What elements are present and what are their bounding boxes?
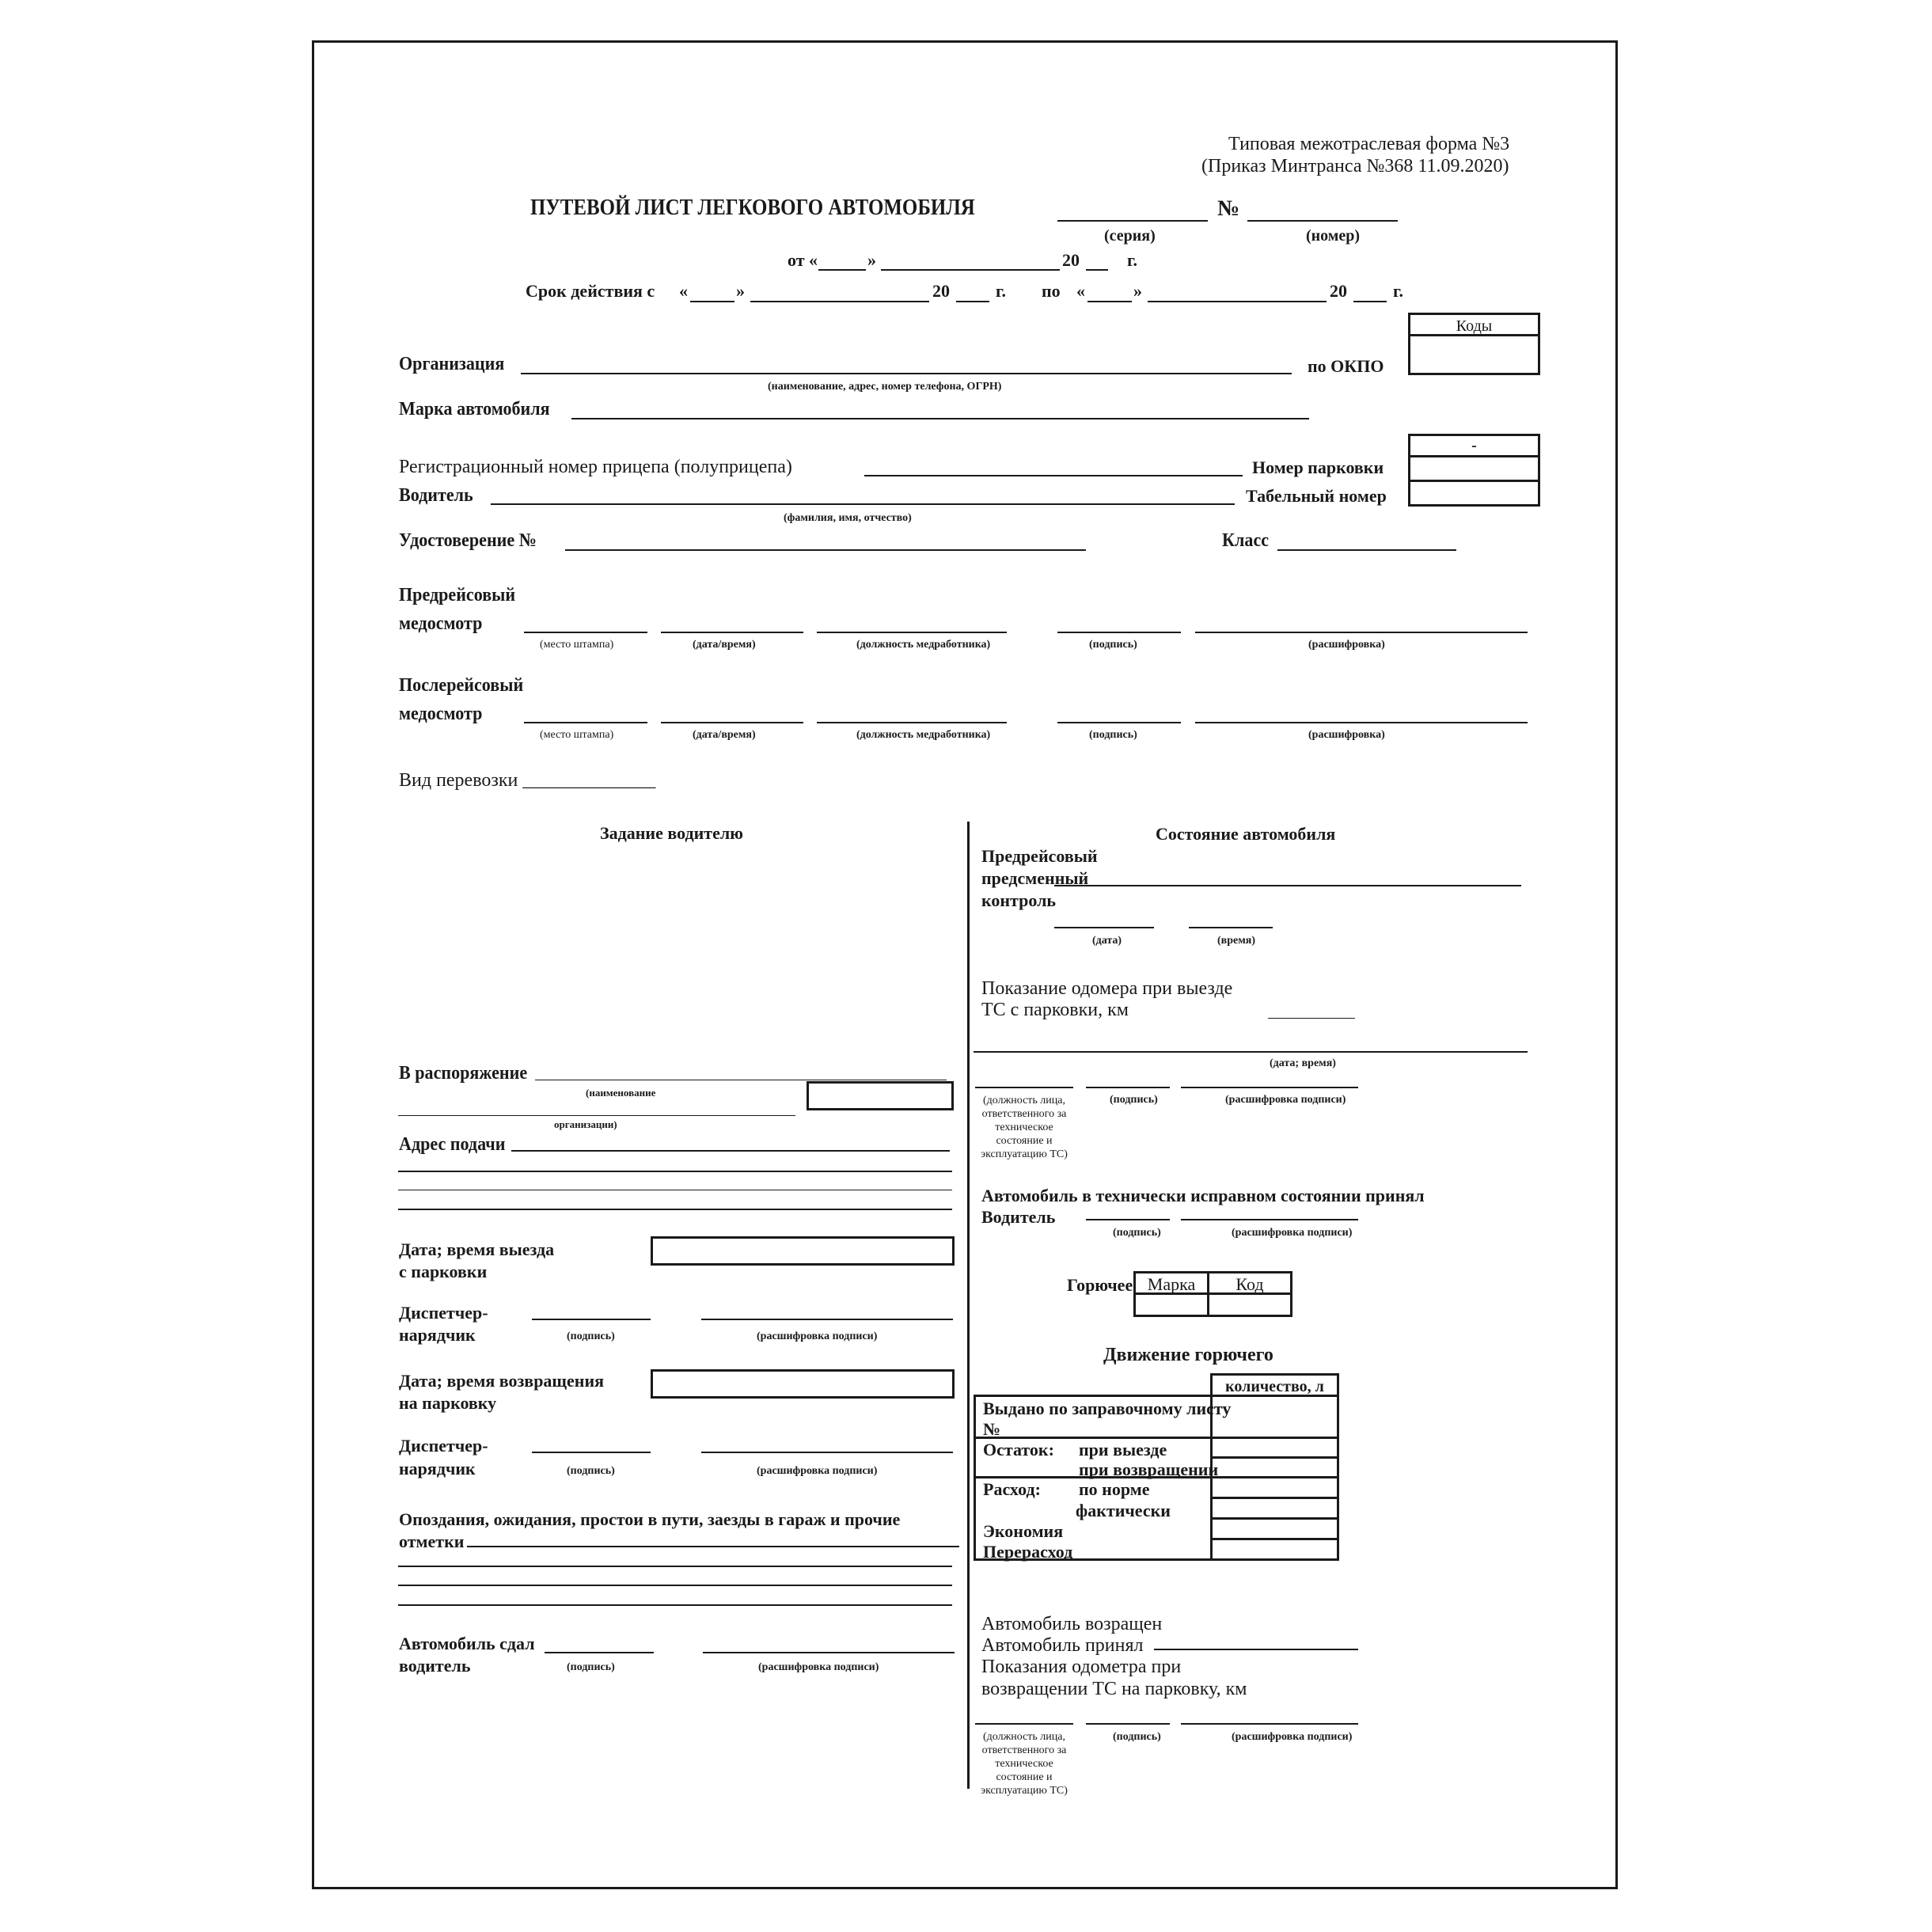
return-label-1: Дата; время возвращения xyxy=(399,1371,605,1391)
disposal-code-box[interactable] xyxy=(807,1081,954,1110)
issued-row xyxy=(974,1395,1232,1439)
delays-field-3[interactable] xyxy=(398,1585,952,1586)
pre-trip-signature-field[interactable] xyxy=(1057,632,1181,633)
parking-codes-dash-cell xyxy=(1408,434,1540,457)
economy-qty-field[interactable] xyxy=(1210,1517,1339,1540)
post-trip-stamp-hint: (место штампа) xyxy=(540,729,614,741)
overrun-qty-field[interactable] xyxy=(1210,1538,1339,1561)
date-year-field[interactable] xyxy=(1086,269,1108,271)
validity-from-month-field[interactable] xyxy=(750,301,929,302)
validity-from-quote-close: » xyxy=(736,281,745,301)
odometer-out-signature-hint: (подпись) xyxy=(1110,1094,1158,1106)
control-date-field[interactable] xyxy=(1054,927,1154,928)
post-trip-datetime-field[interactable] xyxy=(661,722,803,723)
remainder-return-qty-field[interactable] xyxy=(1210,1456,1339,1478)
odometer-return-decode-hint: (расшифровка подписи) xyxy=(1232,1731,1353,1743)
remainder-out-label: при выезде xyxy=(1079,1440,1167,1459)
handed-signature-hint: (подпись) xyxy=(567,1661,615,1673)
pre-trip-medical-label-1: Предрейсовый xyxy=(399,585,516,605)
date-month-field[interactable] xyxy=(881,269,1060,271)
return-datetime-box[interactable] xyxy=(651,1369,955,1399)
address-field-4[interactable] xyxy=(398,1209,952,1210)
control-label-2: предсменный xyxy=(981,868,1089,888)
delays-field-4[interactable] xyxy=(398,1604,952,1606)
post-trip-medic-position-field[interactable] xyxy=(817,722,1007,723)
disposal-field-2[interactable] xyxy=(398,1115,795,1116)
post-trip-signature-hint: (подпись) xyxy=(1089,729,1137,741)
control-time-hint: (время) xyxy=(1217,935,1255,947)
delays-label-2: отметки xyxy=(399,1532,465,1551)
validity-from-quote-open: « xyxy=(679,281,688,301)
consumption-actual-qty-field[interactable] xyxy=(1210,1497,1339,1520)
license-label: Удостоверение № xyxy=(399,530,537,551)
remainder-label: Остаток: xyxy=(983,1440,1054,1459)
control-date-hint: (дата) xyxy=(1092,935,1122,947)
trailer-label: Регистрационный номер прицепа (полуприцепа) xyxy=(399,457,792,477)
series-hint: (серия) xyxy=(1104,227,1156,245)
date-year-suffix: г. xyxy=(1127,250,1138,270)
handed-signature-field[interactable] xyxy=(545,1652,654,1653)
organization-hint: (наименование, адрес, номер телефона, ОГРН) xyxy=(768,381,1002,393)
validity-from-year-field[interactable] xyxy=(956,301,989,302)
fuel-code-field[interactable] xyxy=(1207,1292,1292,1317)
position-hint-line: (должность лица, xyxy=(982,1095,1065,1106)
position-hint-line: ответственного за xyxy=(981,1744,1067,1756)
accepted-label-2: Водитель xyxy=(981,1207,1056,1227)
dispatcher2-label-2: нарядчик xyxy=(399,1459,476,1478)
accepted-signature-hint: (подпись) xyxy=(1113,1227,1161,1239)
control-label-1: Предрейсовый xyxy=(981,846,1098,866)
disposal-hint-2: организации) xyxy=(554,1118,617,1130)
odometer-return-label-2: возвращении ТС на парковку, км xyxy=(981,1679,1247,1699)
odometer-return-position-field[interactable] xyxy=(975,1723,1073,1725)
odometer-out-label-1: Показание одомера при выезде xyxy=(981,978,1233,999)
accepted-signature-field[interactable] xyxy=(1086,1219,1170,1220)
odometer-return-position-hint xyxy=(980,1730,1068,1797)
class-field[interactable] xyxy=(1277,549,1456,551)
odometer-out-datetime-hint: (дата; время) xyxy=(1270,1057,1336,1069)
address-field-2[interactable] xyxy=(398,1171,952,1172)
pre-trip-decode-field[interactable] xyxy=(1195,632,1528,633)
position-hint-line: эксплуатацию ТС) xyxy=(981,1785,1068,1797)
fuel-code-header: Код xyxy=(1235,1274,1264,1294)
odometer-out-decode-hint: (расшифровка подписи) xyxy=(1225,1094,1346,1106)
trailer-field[interactable] xyxy=(864,475,1243,476)
consumption-norm-qty-field[interactable] xyxy=(1210,1476,1339,1499)
post-trip-decode-hint: (расшифровка) xyxy=(1308,729,1385,741)
dispatcher2-signature-hint: (подпись) xyxy=(567,1465,615,1477)
issued-qty-field[interactable] xyxy=(1210,1395,1339,1439)
accepted-decode-field[interactable] xyxy=(1181,1219,1358,1220)
position-hint-line: техническое xyxy=(995,1122,1053,1133)
okpo-label: по ОКПО xyxy=(1308,356,1384,376)
dispatcher1-label-2: нарядчик xyxy=(399,1325,476,1345)
personnel-number-code-field[interactable] xyxy=(1408,480,1540,507)
pre-trip-decode-hint: (расшифровка) xyxy=(1308,639,1385,651)
handed-decode-hint: (расшифровка подписи) xyxy=(758,1661,879,1673)
odometer-out-signature-field[interactable] xyxy=(1086,1087,1170,1088)
consumption-label: Расход: xyxy=(983,1479,1041,1499)
personnel-number-label: Табельный номер xyxy=(1246,486,1387,506)
parking-number-code-field[interactable] xyxy=(1408,455,1540,482)
accepted-label-1: Автомобиль в технически исправном состоянии принял xyxy=(981,1186,1425,1205)
codes-header: Коды xyxy=(1456,317,1493,335)
date-prefix: от « xyxy=(788,250,818,270)
date-quote-close: » xyxy=(867,250,876,270)
remainder-out-qty-field[interactable] xyxy=(1210,1437,1339,1459)
dispatcher1-signature-field[interactable] xyxy=(532,1319,651,1320)
validity-to-year-suffix: г. xyxy=(1393,281,1404,301)
number-sign: № xyxy=(1217,196,1240,221)
delays-field-2[interactable] xyxy=(398,1566,952,1567)
post-trip-datetime-hint: (дата/время) xyxy=(693,729,756,741)
return-label-2: на парковку xyxy=(399,1393,497,1413)
received-label: Автомобиль принял xyxy=(981,1635,1144,1656)
odometer-out-datetime-field[interactable] xyxy=(974,1051,1528,1053)
odometer-out-label-2: ТС с парковки, км xyxy=(981,1000,1129,1020)
driver-field[interactable] xyxy=(491,503,1235,505)
position-hint-line: (должность лица, xyxy=(982,1731,1065,1743)
pre-trip-stamp-field[interactable] xyxy=(524,632,647,633)
disposal-hint-1: (наименование xyxy=(586,1087,656,1099)
economy-label: Экономия xyxy=(983,1521,1064,1541)
validity-to-year-field[interactable] xyxy=(1353,301,1387,302)
codes-header-cell xyxy=(1408,313,1540,336)
validity-to-day-field[interactable] xyxy=(1087,301,1132,302)
validity-to-month-field[interactable] xyxy=(1148,301,1327,302)
fuel-code-header-cell xyxy=(1207,1271,1292,1295)
overrun-label: Перерасход xyxy=(983,1542,1073,1562)
validity-from-year-prefix: 20 xyxy=(932,281,950,301)
odometer-out-decode-field[interactable] xyxy=(1181,1087,1358,1088)
car-brand-label: Марка автомобиля xyxy=(399,399,550,419)
fuel-brand-field[interactable] xyxy=(1133,1292,1209,1317)
odometer-return-decode-field[interactable] xyxy=(1181,1723,1358,1725)
received-field[interactable] xyxy=(1154,1649,1358,1650)
form-type: Типовая межотраслевая форма №3 xyxy=(1228,134,1510,154)
qty-header-cell xyxy=(1210,1373,1339,1397)
organization-label: Организация xyxy=(399,354,505,374)
odometer-return-signature-hint: (подпись) xyxy=(1113,1731,1161,1743)
issued-label-1: Выдано по заправочному листу xyxy=(983,1399,1232,1418)
disposal-label: В распоряжение xyxy=(399,1063,528,1084)
task-heading: Задание водителю xyxy=(600,823,743,843)
accepted-decode-hint: (расшифровка подписи) xyxy=(1232,1227,1353,1239)
delays-label-1: Опоздания, ожидания, простои в пути, заезды в гараж и прочие xyxy=(399,1509,901,1529)
dispatcher2-label-1: Диспетчер- xyxy=(399,1436,488,1456)
license-field[interactable] xyxy=(565,549,1086,551)
odometer-return-label-1: Показания одометра при xyxy=(981,1657,1182,1677)
validity-to-quote-close: » xyxy=(1133,281,1142,301)
post-trip-medical-label-2: медосмотр xyxy=(399,704,483,724)
pre-trip-datetime-field[interactable] xyxy=(661,632,803,633)
position-hint-line: состояние и xyxy=(996,1771,1053,1783)
dispatcher2-decode-field[interactable] xyxy=(701,1452,953,1453)
odometer-out-position-field[interactable] xyxy=(975,1087,1073,1088)
validity-label: Срок действия с xyxy=(526,281,655,301)
validity-to-year-prefix: 20 xyxy=(1330,281,1347,301)
column-divider xyxy=(967,822,970,1789)
handed-label-2: водитель xyxy=(399,1656,471,1676)
pre-trip-medic-position-field[interactable] xyxy=(817,632,1007,633)
order-reference: (Приказ Минтранса №368 11.09.2020) xyxy=(1201,156,1509,176)
position-hint-line: эксплуатацию ТС) xyxy=(981,1148,1068,1160)
pre-trip-medical-label-2: медосмотр xyxy=(399,613,483,634)
transport-type-label: Вид перевозки ______________ xyxy=(399,770,656,791)
organization-field[interactable] xyxy=(521,373,1292,374)
odometer-out-field[interactable] xyxy=(1268,1018,1355,1019)
date-year-prefix: 20 xyxy=(1062,250,1080,270)
control-label-3: контроль xyxy=(981,890,1057,910)
validity-from-year-suffix: г. xyxy=(996,281,1007,301)
handed-label-1: Автомобиль сдал xyxy=(399,1634,535,1653)
consumption-row xyxy=(974,1476,1213,1561)
number-field[interactable] xyxy=(1247,220,1398,222)
post-trip-position-hint: (должность медработника) xyxy=(856,729,991,741)
consumption-actual-label: фактически xyxy=(1076,1501,1171,1520)
fuel-label: Горючее xyxy=(1067,1275,1133,1295)
control-field[interactable] xyxy=(1054,885,1521,886)
fuel-movement-heading: Движение горючего xyxy=(1103,1345,1273,1365)
series-field[interactable] xyxy=(1057,220,1208,222)
validity-to-quote-open: « xyxy=(1076,281,1085,301)
driver-label: Водитель xyxy=(399,485,473,506)
remainder-return-label: при возвращении xyxy=(1079,1459,1219,1479)
delays-field-1[interactable] xyxy=(467,1546,959,1547)
post-trip-medical-label-1: Послерейсовый xyxy=(399,675,524,696)
number-hint: (номер) xyxy=(1306,227,1361,245)
parking-codes-dash: - xyxy=(1471,437,1477,454)
dispatcher1-decode-hint: (расшифровка подписи) xyxy=(757,1330,878,1342)
pre-trip-signature-hint: (подпись) xyxy=(1089,639,1137,651)
validity-to-label: по xyxy=(1042,281,1061,301)
condition-heading: Состояние автомобиля xyxy=(1156,824,1336,844)
dispatcher2-signature-field[interactable] xyxy=(532,1452,651,1453)
departure-label-2: с парковки xyxy=(399,1262,488,1281)
odometer-out-position-hint xyxy=(980,1094,1068,1161)
date-day-field[interactable] xyxy=(818,269,866,271)
parking-number-label: Номер парковки xyxy=(1252,457,1384,477)
class-label: Класс xyxy=(1222,530,1270,551)
remainder-row xyxy=(974,1437,1219,1479)
departure-label-1: Дата; время выезда xyxy=(399,1239,555,1259)
departure-datetime-box[interactable] xyxy=(651,1236,955,1266)
handed-decode-field[interactable] xyxy=(703,1652,955,1653)
driver-hint: (фамилия, имя, отчество) xyxy=(784,512,912,524)
address-label: Адрес подачи xyxy=(399,1134,506,1155)
pre-trip-stamp-hint: (место штампа) xyxy=(540,639,614,651)
dispatcher1-signature-hint: (подпись) xyxy=(567,1330,615,1342)
dispatcher1-decode-field[interactable] xyxy=(701,1319,953,1320)
page-title: ПУТЕВОЙ ЛИСТ ЛЕГКОВОГО АВТОМОБИЛЯ xyxy=(530,195,975,220)
fuel-brand-header: Марка xyxy=(1147,1274,1196,1294)
fuel-brand-header-cell xyxy=(1133,1271,1209,1295)
returned-label: Автомобиль возращен xyxy=(981,1614,1163,1634)
odometer-return-signature-field[interactable] xyxy=(1086,1723,1170,1725)
control-time-field[interactable] xyxy=(1189,927,1273,928)
dispatcher2-decode-hint: (расшифровка подписи) xyxy=(757,1465,878,1477)
car-brand-field[interactable] xyxy=(571,418,1309,419)
qty-header: количество, л xyxy=(1225,1378,1324,1395)
position-hint-line: ответственного за xyxy=(981,1108,1067,1120)
position-hint-line: состояние и xyxy=(996,1135,1053,1147)
validity-from-day-field[interactable] xyxy=(690,301,734,302)
dispatcher1-label-1: Диспетчер- xyxy=(399,1303,488,1323)
okpo-code-field[interactable] xyxy=(1408,334,1540,375)
issued-label-2: № xyxy=(983,1419,1001,1439)
position-hint-line: техническое xyxy=(995,1758,1053,1770)
pre-trip-position-hint: (должность медработника) xyxy=(856,639,991,651)
post-trip-stamp-field[interactable] xyxy=(524,722,647,723)
pre-trip-datetime-hint: (дата/время) xyxy=(693,639,756,651)
post-trip-decode-field[interactable] xyxy=(1195,722,1528,723)
address-field-1[interactable] xyxy=(511,1150,950,1152)
consumption-norm-label: по норме xyxy=(1079,1479,1150,1499)
post-trip-signature-field[interactable] xyxy=(1057,722,1181,723)
